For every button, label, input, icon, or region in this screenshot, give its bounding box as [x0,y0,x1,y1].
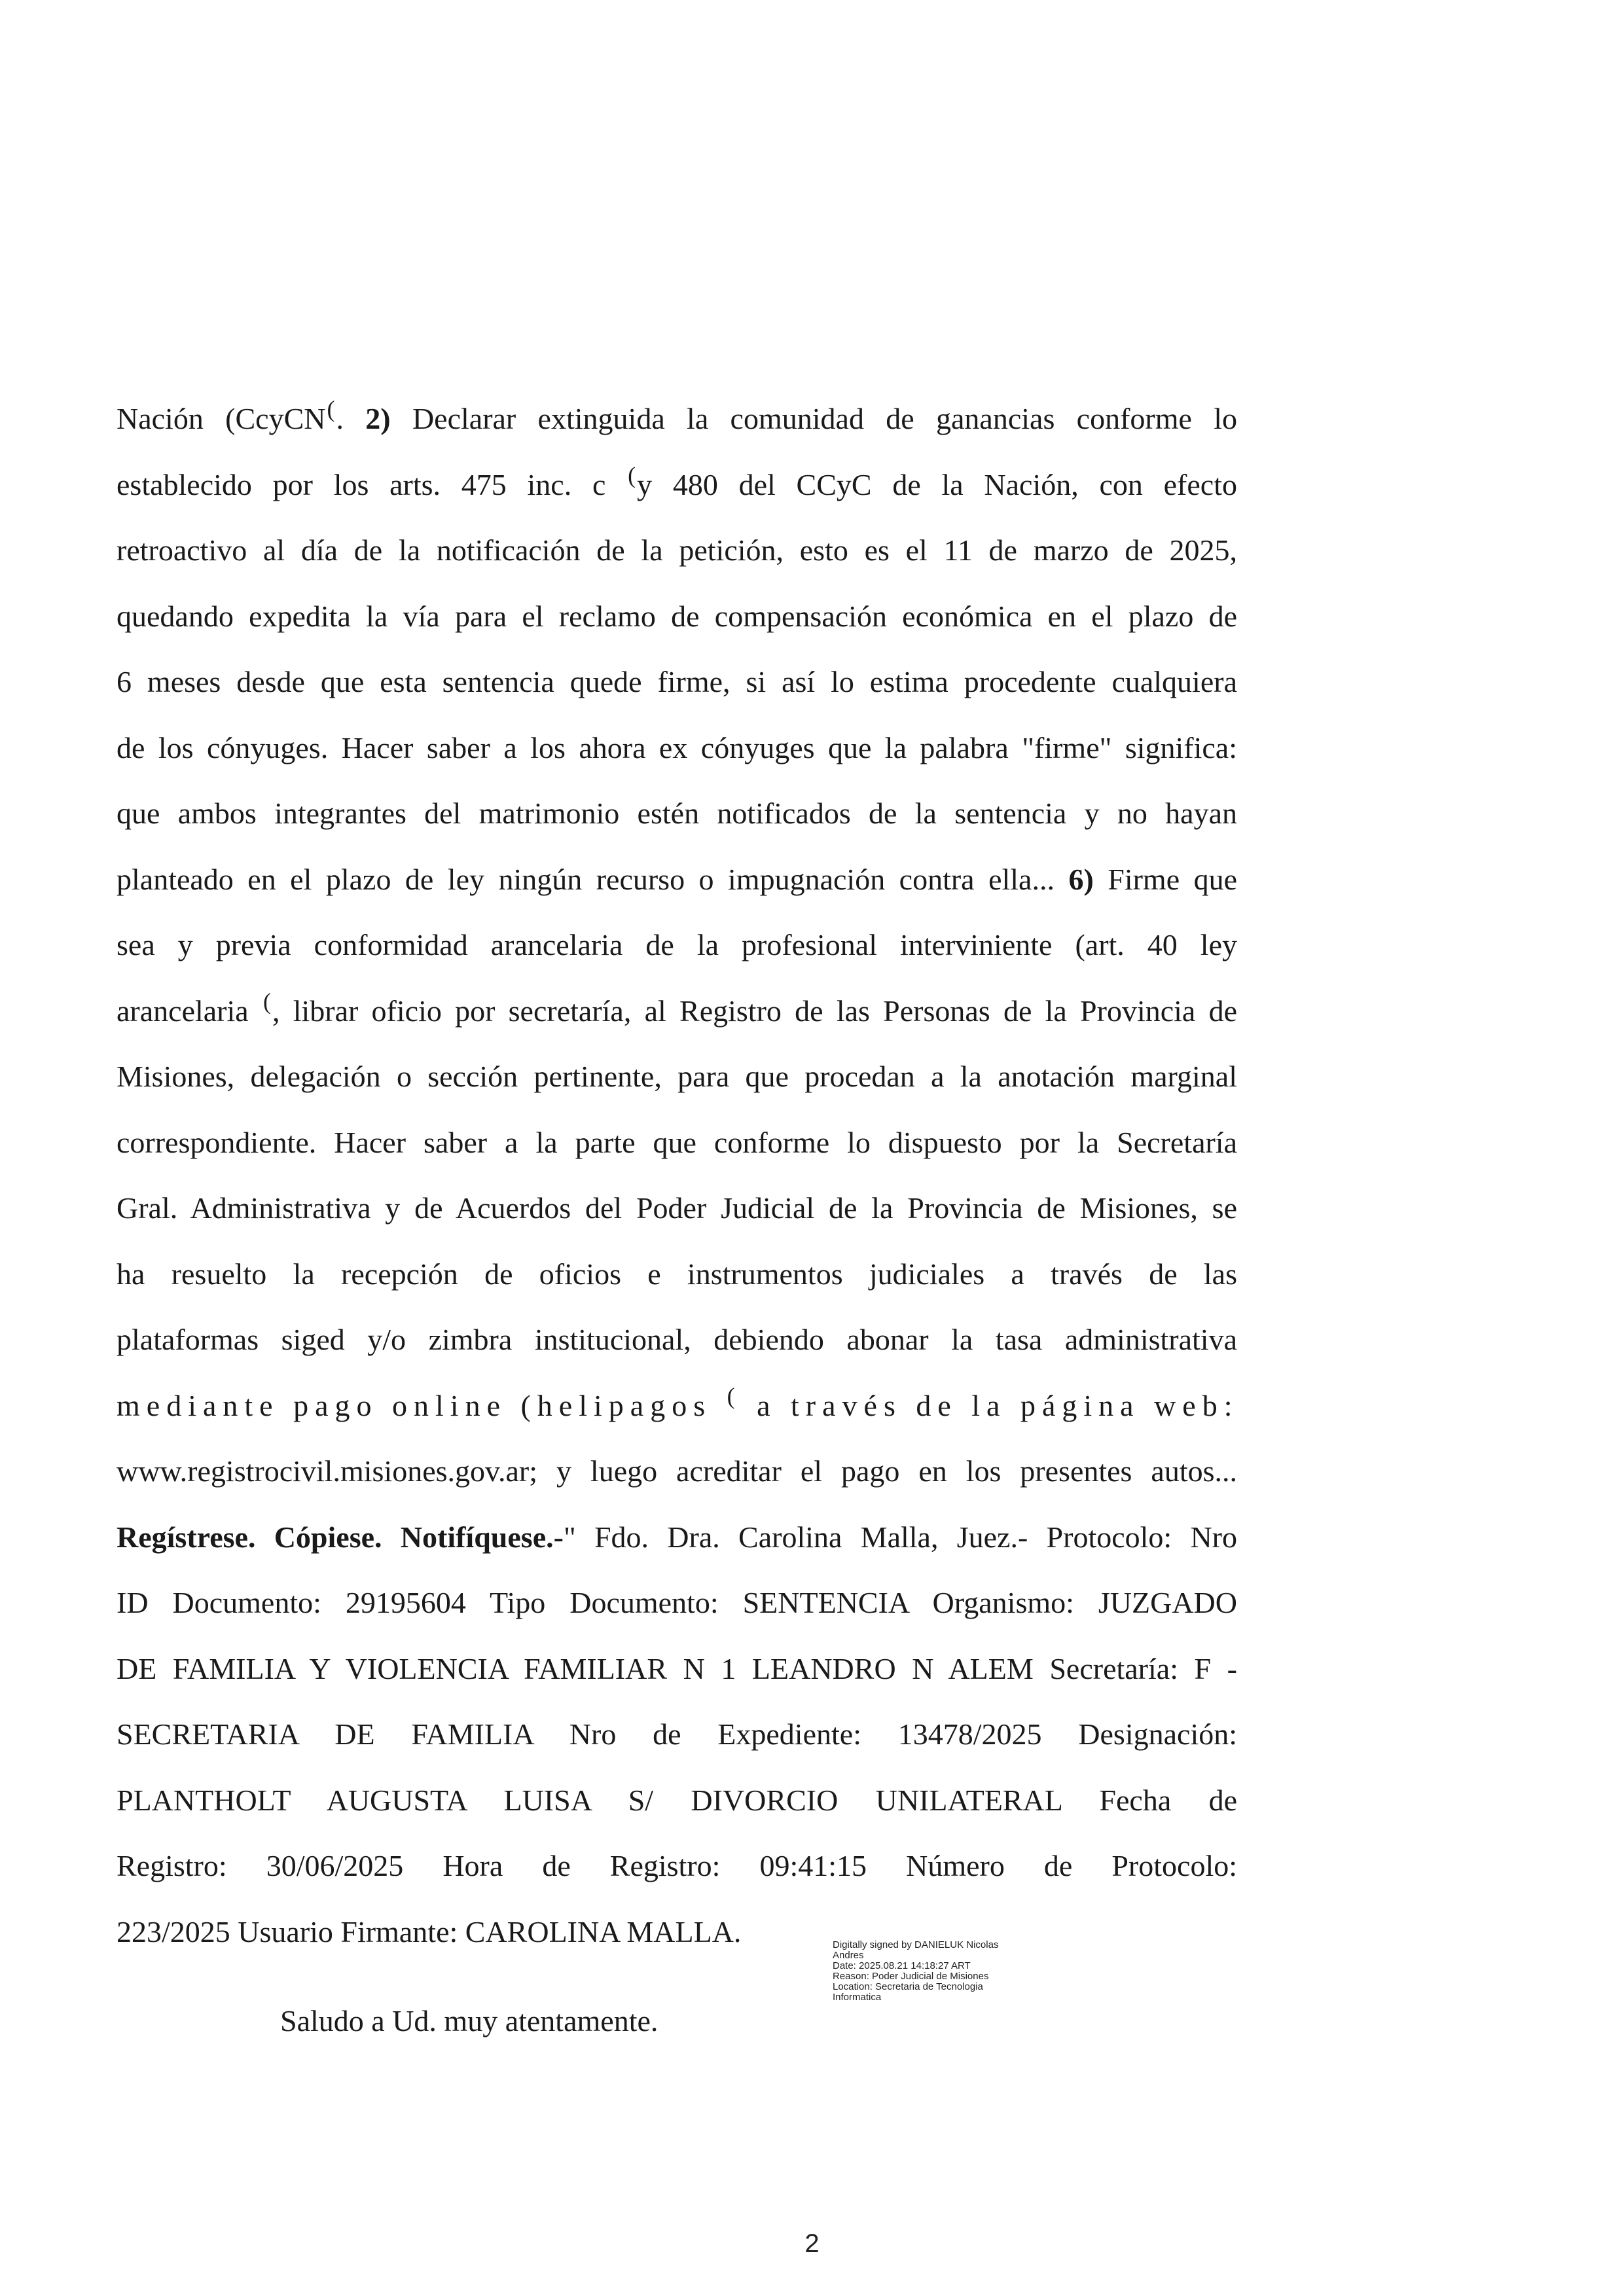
text-line: planteado en el plazo de ley ningún recurso o impugnación contra ella... 6) Firme que [117,862,1237,896]
body-text [117,386,1237,1965]
signature-line: Informatica [833,1992,882,2003]
text-line: plataformas siged y/o zimbra institucional, debiendo abonar la tasa administrativa [117,1323,1237,1356]
text-line: mediante pago online (helipagos ( a través de la página web: [117,1382,1239,1422]
text-line: retroactivo al día de la notificación de la petición, esto es el 11 de marzo de 2025, [117,533,1237,567]
text-line: ID Documento: 29195604 Tipo Documento: SENTENCIA Organismo: JUZGADO [117,1586,1237,1619]
signature-line: Reason: Poder Judicial de Misiones [833,1971,989,1982]
text-line: Regístrese. Cópiese. Notifíquese.-" Fdo. Dra. Carolina Malla, Juez.- Protocolo: Nro [117,1520,1237,1554]
text-line: www.registrocivil.misiones.gov.ar; y luego acreditar el pago en los presentes autos... [117,1454,1237,1488]
text-line: Misiones, delegación o sección pertinente, para que procedan a la anotación marginal [117,1060,1237,1093]
text-line: que ambos integrantes del matrimonio estén notificados de la sentencia y no hayan [117,797,1237,830]
text-line: DE FAMILIA Y VIOLENCIA FAMILIAR N 1 LEANDRO N ALEM Secretaría: F - [117,1651,1237,1685]
text-line: PLANTHOLT AUGUSTA LUISA S/ DIVORCIO UNILATERAL Fecha de [117,1783,1237,1817]
closing-salutation: Saludo a Ud. muy atentamente. [280,2004,659,2037]
text-line: sea y previa conformidad arancelaria de la profesional interviniente (art. 40 ley [117,928,1237,961]
signature-line: Location: Secretaria de Tecnologia [833,1981,983,1992]
text-line: Nación (CcyCN(. 2) Declarar extinguida la comunidad de ganancias conforme lo [117,396,1238,435]
text-line: establecido por los arts. 475 inc. c (y 480 del CCyC de la Nación, con efecto [117,461,1237,501]
digital-signature [833,1940,1068,2003]
text-line: correspondiente. Hacer saber a la parte que conforme lo dispuesto por la Secretaría [117,1125,1237,1159]
text-line: 6 meses desde que esta sentencia quede firme, si así lo estima procedente cualquiera [117,665,1237,698]
text-line: Registro: 30/06/2025 Hora de Registro: 09:41:15 Número de Protocolo: [117,1849,1237,1882]
signature-line: Digitally signed by DANIELUK Nicolas [833,1939,999,1950]
signature-line: Date: 2025.08.21 14:18:27 ART [833,1960,971,1971]
text-line: de los cónyuges. Hacer saber a los ahora ex cónyuges que la palabra "firme" significa: [117,730,1237,764]
text-line: 223/2025 Usuario Firmante: CAROLINA MALLA. [117,1914,742,1948]
page-number: 2 [804,2229,820,2258]
text-line: SECRETARIA DE FAMILIA Nro de Expediente: 13478/2025 Designación: [117,1717,1237,1751]
text-line: ha resuelto la recepción de oficios e instrumentos judiciales a través de las [117,1257,1237,1291]
text-line: Gral. Administrativa y de Acuerdos del Poder Judicial de la Provincia de Misiones, se [117,1191,1237,1225]
signature-line: Andres [833,1950,864,1961]
text-line: quedando expedita la vía para el reclamo de compensación económica en el plazo de [117,599,1237,633]
text-line: arancelaria (, librar oficio por secretaría, al Registro de las Personas de la Provincia de [117,988,1237,1028]
